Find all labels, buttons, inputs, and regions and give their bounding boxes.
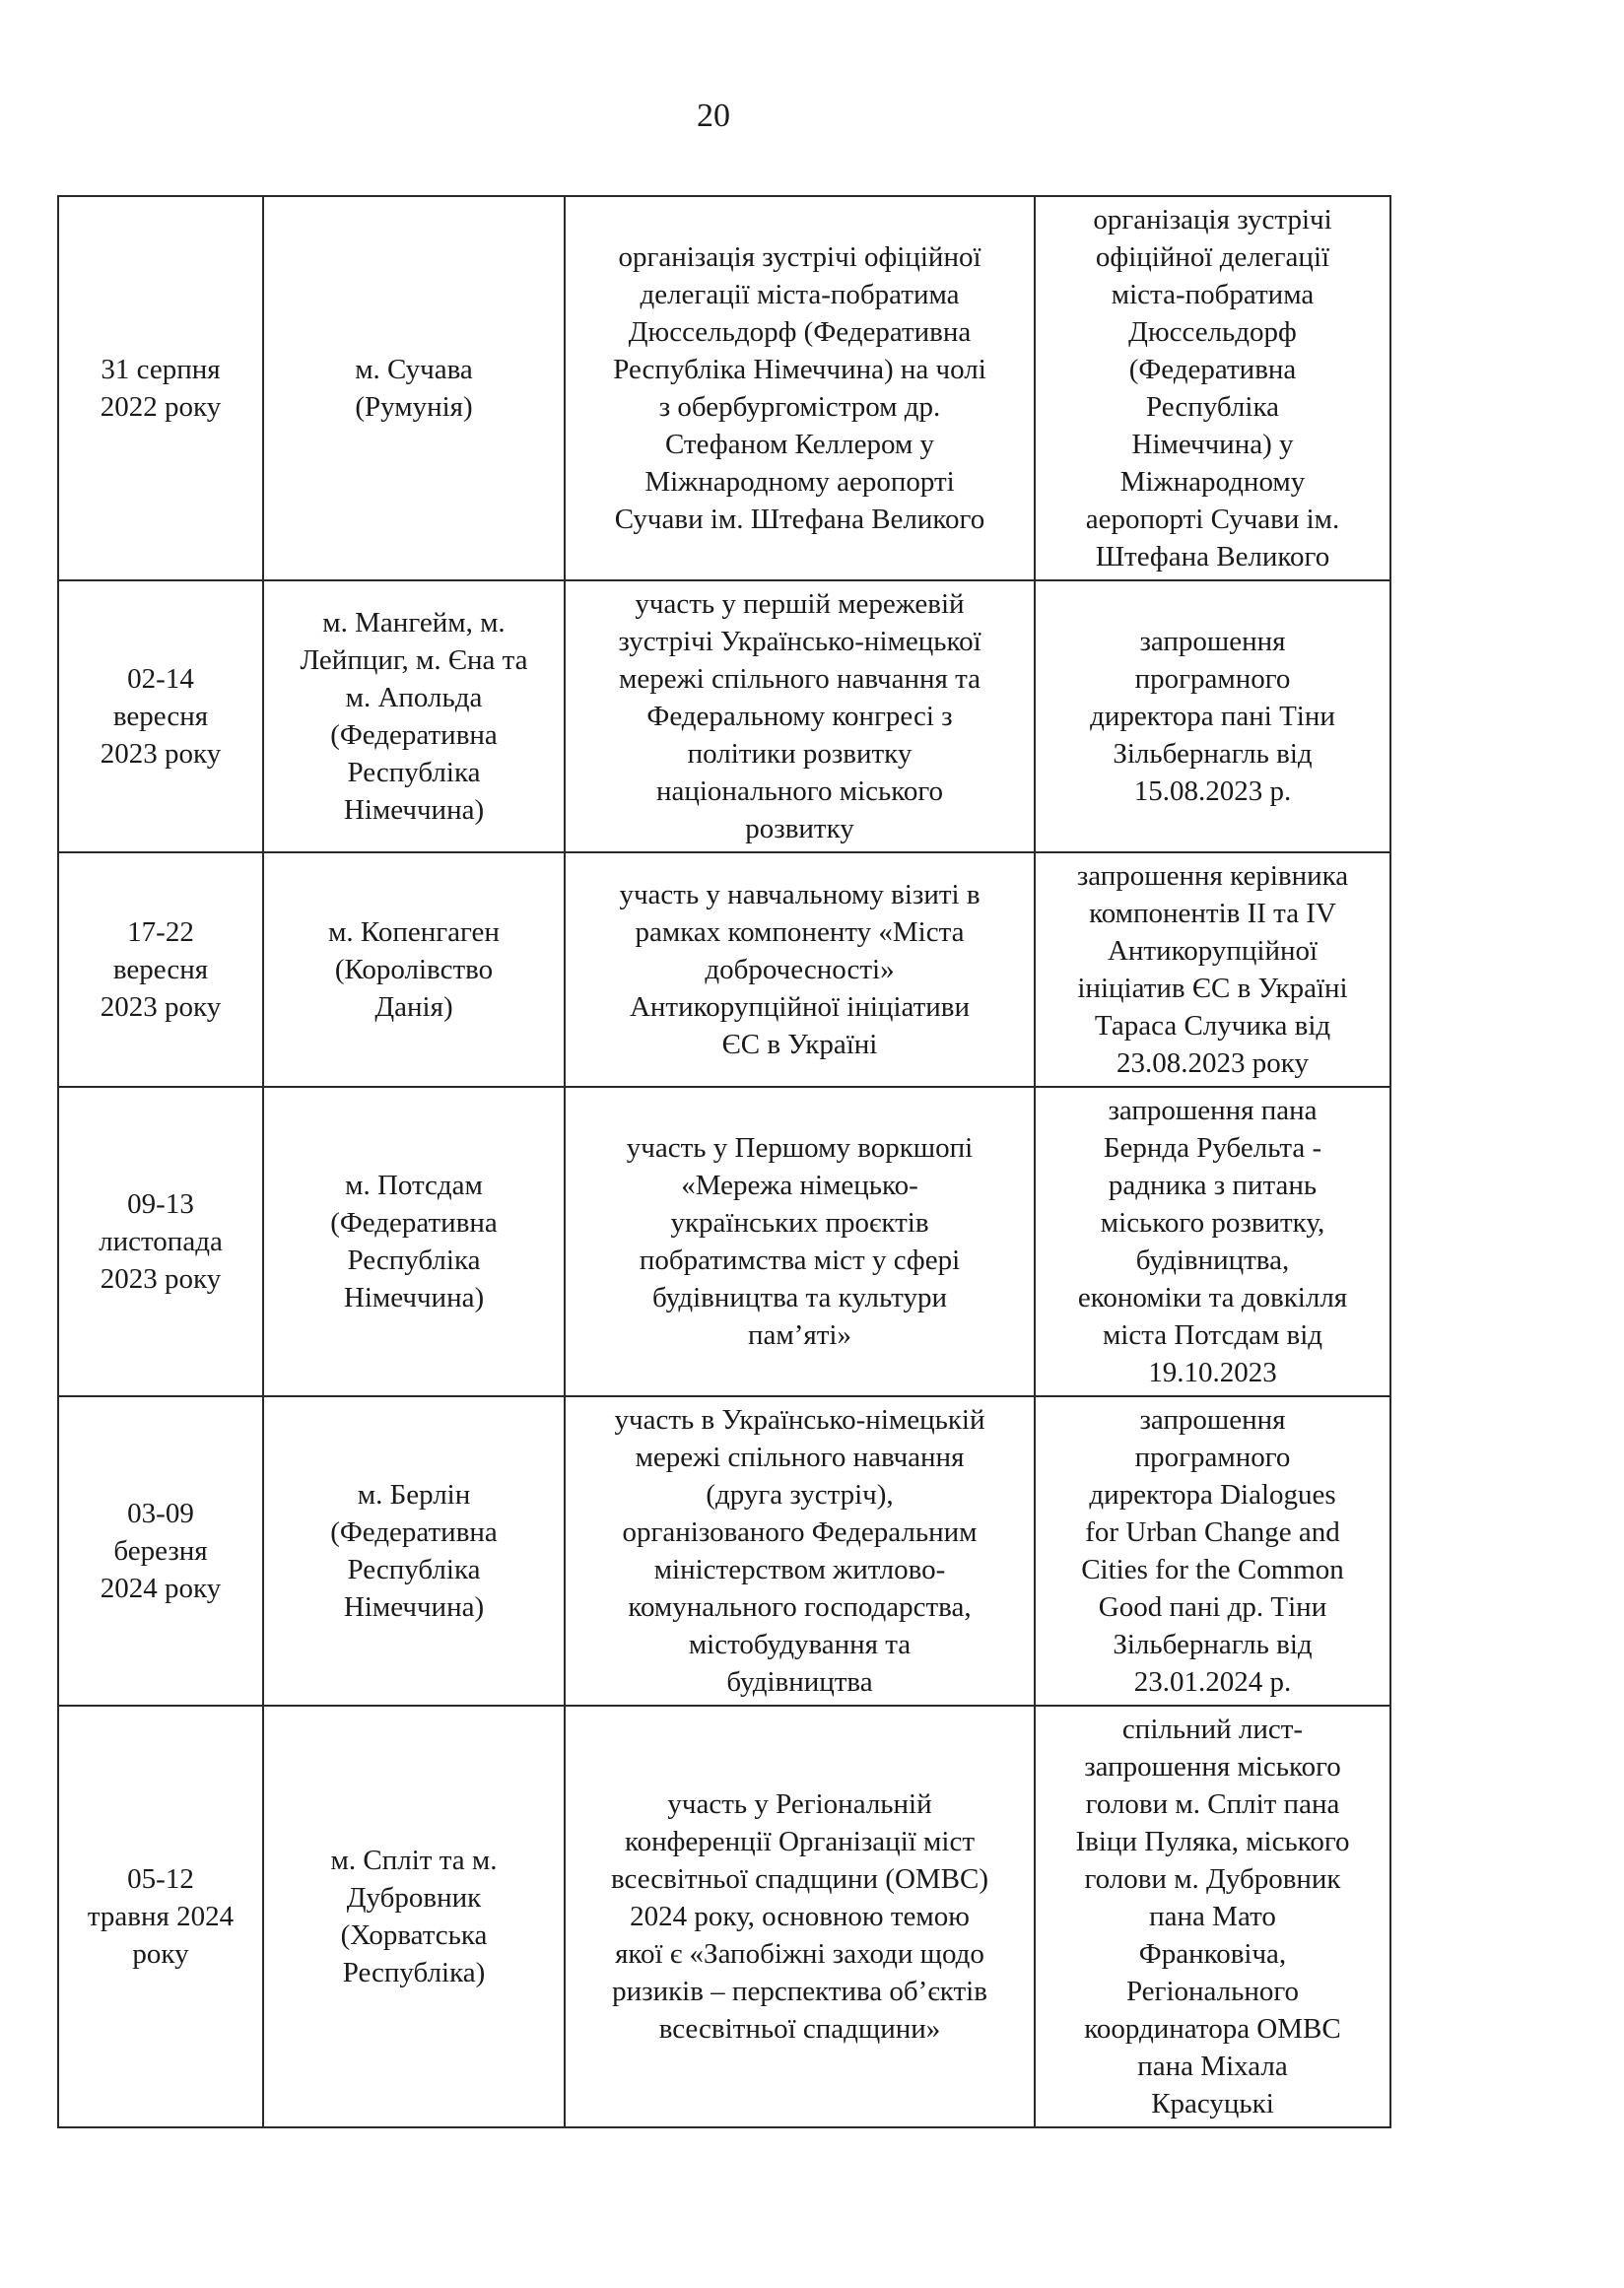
basis-cell: [1035, 580, 1390, 852]
date-cell: [58, 1087, 263, 1396]
date-text: 05-12 травня 2024 року: [87, 1863, 235, 1970]
city-text: м. Спліт та м. Дубровник (Хорватська Республіка): [330, 1845, 498, 1988]
purpose-text: участь у навчальному візиті в рамках компоненту «Міста доброчесності» Антикорупційної ініціативи ЄС в Україні: [619, 879, 981, 1060]
city-cell: [263, 1706, 565, 2127]
date-cell: [58, 852, 263, 1087]
date-text: 31 серпня 2022 року: [100, 354, 222, 423]
basis-text: організація зустрічі офіційної делегації міста-побратима Дюссельдорф (Федеративна Республіка Німеччина) у Міжнародному аеропорті Сучави ім. Штефана Великого: [1085, 204, 1340, 572]
city-text: м. Копенгаген (Королівство Данія): [328, 916, 500, 1023]
date-text: 02-14 вересня 2023 року: [100, 663, 222, 770]
city-cell: [263, 196, 565, 580]
purpose-text: організація зустрічі офіційної делегації міста-побратима Дюссельдорф (Федеративна Республіка Німеччина) на чолі з обербургомістром др. Стефаном Келлером у Міжнародному аеропорті Сучави ім. Штефана Великого: [613, 241, 986, 535]
table-row: [58, 580, 1390, 852]
purpose-cell: [565, 852, 1035, 1087]
city-text: м. Берлін (Федеративна Республіка Німеччина): [330, 1479, 498, 1623]
basis-cell: [1035, 1396, 1390, 1706]
city-text: м. Потсдам (Федеративна Республіка Німеччина): [330, 1170, 498, 1313]
purpose-cell: [565, 196, 1035, 580]
purpose-text: участь в Українсько-німецькій мережі спільного навчання (друга зустріч), організованого Федеральним міністерством житлово- комунального господарства, містобудування та будівництва: [614, 1404, 985, 1698]
date-text: 09-13 листопада 2023 року: [99, 1188, 223, 1295]
purpose-cell: [565, 1396, 1035, 1706]
city-text: м. Мангейм, м. Лейпциг, м. Єна та м. Апольда (Федеративна Республіка Німеччина): [300, 607, 528, 826]
table-row: [58, 1396, 1390, 1706]
basis-text: запрошення пана Бернда Рубельта - радника з питань міського розвитку, будівництва, економіки та довкілля міста Потсдам від 19.10.2023: [1077, 1095, 1348, 1388]
date-text: 17-22 вересня 2023 року: [100, 916, 222, 1023]
purpose-cell: [565, 1087, 1035, 1396]
purpose-cell: [565, 1706, 1035, 2127]
basis-text: запрошення програмного директора Dialogues for Urban Change and Cities for the Common Good пані др. Тіни Зільбернагль від 23.01.2024 р.: [1081, 1404, 1344, 1698]
table-row: [58, 1706, 1390, 2127]
basis-cell: [1035, 1706, 1390, 2127]
city-text: м. Сучава (Румунія): [355, 354, 473, 423]
basis-text: спільний лист- запрошення міського голови м. Спліт пана Івіци Пуляка, міського голови м. Дубровник пана Мато Франковіча, Регіонального координатора ОМВС пана Міхала Красуцькі: [1075, 1714, 1350, 2120]
table-row: [58, 196, 1390, 580]
basis-cell: [1035, 1087, 1390, 1396]
date-cell: [58, 196, 263, 580]
date-cell: [58, 1396, 263, 1706]
basis-cell: [1035, 852, 1390, 1087]
basis-text: запрошення програмного директора пані Тіни Зільбернагль від 15.08.2023 р.: [1090, 626, 1335, 807]
basis-text: запрошення керівника компонентів ІІ та IV Антикорупційної ініціатив ЄС в Україні Тараса Случика від 23.08.2023 року: [1076, 860, 1349, 1079]
city-cell: [263, 852, 565, 1087]
page-number: 20: [697, 98, 730, 134]
date-cell: [58, 1706, 263, 2127]
city-cell: [263, 580, 565, 852]
city-cell: [263, 1396, 565, 1706]
table-row: [58, 852, 1390, 1087]
purpose-text: участь у Першому воркшопі «Мережа німецько- українських проєктів побратимства міст у сфері будівництва та культури пам’яті»: [626, 1132, 974, 1351]
purpose-text: участь у першій мережевій зустрічі Українсько-німецької мережі спільного навчання та Федеральному конгресі з політики розвитку національного міського розвитку: [618, 588, 981, 844]
table-row: [58, 1087, 1390, 1396]
basis-cell: [1035, 196, 1390, 580]
date-text: 03-09 березня 2024 року: [100, 1498, 222, 1604]
city-cell: [263, 1087, 565, 1396]
purpose-text: участь у Регіональній конференції Організації міст всесвітньої спадщини (ОМВС) 2024 року, основною темою якої є «Запобіжні заходи щодо ризиків – перспектива об’єктів всесвітньої спадщини»: [610, 1788, 989, 2045]
purpose-cell: [565, 580, 1035, 852]
date-cell: [58, 580, 263, 852]
visits-table: [57, 195, 1391, 2128]
